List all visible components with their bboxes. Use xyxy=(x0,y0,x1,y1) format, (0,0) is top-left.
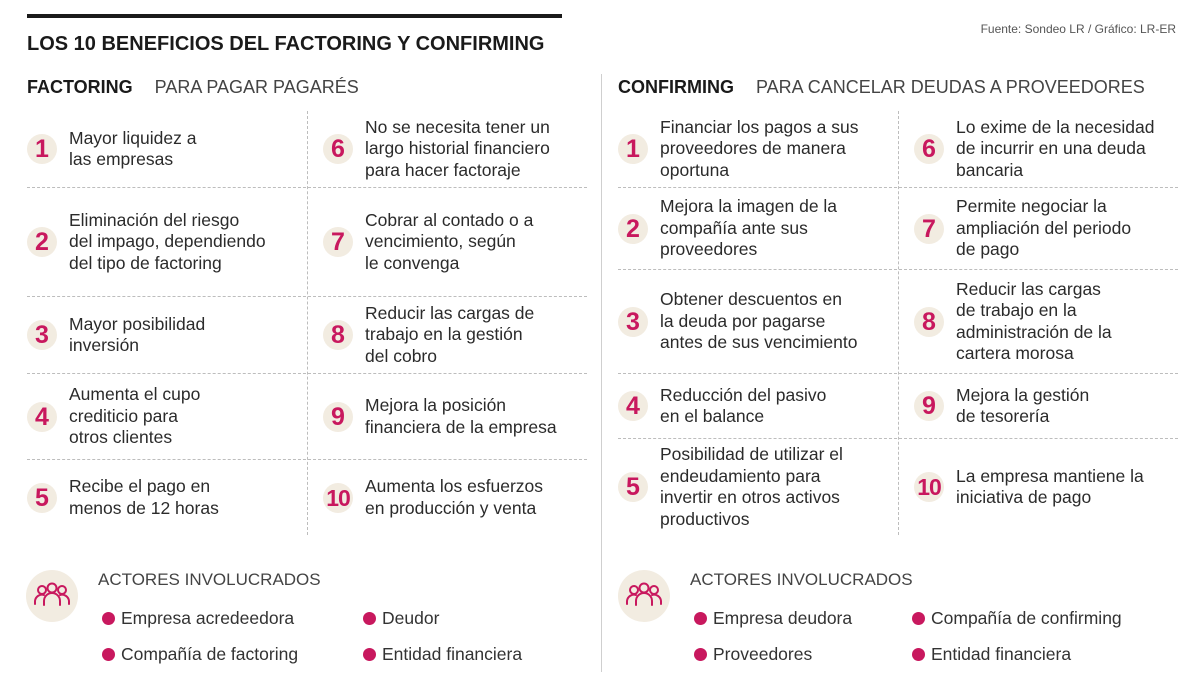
benefit-item xyxy=(618,111,858,187)
benefit-text-line: productivos xyxy=(660,508,750,529)
benefit-text-line: La empresa mantiene la xyxy=(956,465,1144,486)
factoring-title: FACTORING xyxy=(27,77,133,97)
benefit-number: 1 xyxy=(626,135,640,163)
bullet-dot xyxy=(363,648,376,661)
benefit-number: 1 xyxy=(35,135,49,163)
benefit-text-line: Posibilidad de utilizar el xyxy=(660,444,843,464)
benefit-number: 2 xyxy=(35,228,49,256)
confirming-title: CONFIRMING xyxy=(618,77,734,97)
benefit-item xyxy=(914,188,1131,269)
benefit-text-line: Mejora la posición xyxy=(365,395,507,415)
number-badge xyxy=(27,320,57,350)
benefit-item xyxy=(323,297,534,373)
benefit-text-line: compañía ante sus xyxy=(660,217,808,238)
benefit-text-line: iniciativa de pago xyxy=(956,487,1092,507)
bullet-dot xyxy=(912,648,925,661)
number-badge xyxy=(914,134,944,164)
benefit-text-line: largo historial financiero xyxy=(365,138,550,159)
benefit-text xyxy=(660,117,858,182)
factoring-actor: Compañía de factoring xyxy=(102,644,298,665)
benefit-number: 4 xyxy=(35,402,49,431)
benefit-text-line: de trabajo en la xyxy=(956,300,1077,320)
benefit-row xyxy=(618,270,1178,374)
benefit-item xyxy=(914,374,1089,438)
benefit-number: 3 xyxy=(626,307,640,336)
people-group-icon xyxy=(26,570,78,622)
benefit-text-line: Permite negociar la xyxy=(956,196,1107,217)
benefit-text xyxy=(365,117,550,182)
benefit-text-line: endeudamiento para xyxy=(660,465,821,486)
benefit-text xyxy=(69,314,205,357)
benefit-item xyxy=(27,297,205,373)
benefit-text-line: Mayor posibilidad xyxy=(69,313,206,334)
benefit-text-line: Financiar los pagos a sus xyxy=(660,116,859,137)
benefit-text xyxy=(69,384,200,449)
benefit-text xyxy=(69,210,266,275)
benefit-number: 5 xyxy=(626,473,640,501)
benefit-text-line: Aumenta los esfuerzos xyxy=(365,476,544,496)
benefit-number: 7 xyxy=(922,214,936,243)
number-badge xyxy=(323,227,353,257)
benefit-text-line: cartera morosa xyxy=(956,343,1074,363)
benefit-number: 6 xyxy=(331,135,345,163)
benefit-text xyxy=(956,279,1112,365)
benefit-text-line: crediticio para xyxy=(69,405,178,426)
bullet-dot xyxy=(694,612,707,625)
benefit-text-line: Mayor liquidez a xyxy=(69,127,197,148)
benefit-text-line: ampliación del periodo xyxy=(956,217,1132,238)
number-badge xyxy=(323,134,353,164)
benefit-text-line: para hacer factoraje xyxy=(365,159,521,180)
benefit-number: 2 xyxy=(626,214,640,243)
benefit-text xyxy=(660,444,843,530)
benefit-number: 8 xyxy=(331,321,345,349)
number-badge xyxy=(323,320,353,350)
benefit-text xyxy=(660,196,837,261)
number-badge xyxy=(618,134,648,164)
benefit-number: 9 xyxy=(331,402,345,431)
benefit-text xyxy=(956,117,1154,182)
benefit-text-line: bancaria xyxy=(956,159,1024,180)
benefit-item xyxy=(27,460,219,535)
benefit-text-line: menos de 12 horas xyxy=(69,497,219,518)
benefit-text-line: trabajo en la gestión xyxy=(365,324,523,345)
confirming-benefits-grid xyxy=(618,111,1178,535)
benefit-text-line: Mejora la imagen de la xyxy=(660,196,838,217)
benefit-text xyxy=(365,476,543,519)
number-badge xyxy=(618,472,648,502)
benefit-text-line: las empresas xyxy=(69,149,174,169)
confirming-subtitle: PARA CANCELAR DEUDAS A PROVEEDORES xyxy=(756,77,1145,97)
number-badge xyxy=(914,214,944,244)
number-badge xyxy=(914,307,944,337)
benefit-item xyxy=(618,270,857,373)
benefit-text-line: en el balance xyxy=(660,406,765,426)
top-rule xyxy=(27,14,562,18)
benefit-text-line: de tesorería xyxy=(956,406,1050,426)
benefit-text-line: administración de la xyxy=(956,321,1112,342)
bullet-dot xyxy=(363,612,376,625)
number-badge xyxy=(618,307,648,337)
benefit-row xyxy=(618,439,1178,535)
benefit-text xyxy=(956,196,1131,261)
benefit-text-line: Mejora la gestión xyxy=(956,384,1090,405)
factoring-actor: Empresa acredeedora xyxy=(102,608,294,629)
number-badge xyxy=(914,472,944,502)
benefit-number: 7 xyxy=(331,228,345,256)
benefit-text-line: proveedores de manera xyxy=(660,138,846,159)
benefit-item xyxy=(618,439,843,535)
benefit-text-line: Recibe el pago en xyxy=(69,476,211,496)
number-badge xyxy=(914,391,944,421)
benefit-text xyxy=(69,476,219,519)
benefit-row xyxy=(27,374,587,460)
benefit-text-line: del cobro xyxy=(365,345,437,366)
benefit-text-line: Reducir las cargas xyxy=(956,278,1101,299)
benefit-number: 10 xyxy=(326,484,350,511)
benefit-item xyxy=(27,188,266,296)
number-badge xyxy=(27,402,57,432)
benefit-text xyxy=(956,385,1089,428)
benefit-text-line: vencimiento, según xyxy=(365,231,516,252)
column-divider xyxy=(601,74,602,672)
benefit-item xyxy=(914,270,1112,373)
confirming-actor: Entidad financiera xyxy=(912,644,1071,665)
benefit-item xyxy=(914,439,1144,535)
benefit-text xyxy=(660,385,826,428)
benefit-text-line: oportuna xyxy=(660,159,730,180)
benefit-text-line: No se necesita tener un xyxy=(365,116,550,137)
benefit-text-line: inversión xyxy=(69,335,140,355)
benefit-item xyxy=(914,111,1154,187)
benefit-text xyxy=(365,395,557,438)
factoring-benefits-grid xyxy=(27,111,587,535)
benefit-number: 8 xyxy=(922,307,936,336)
benefit-number: 5 xyxy=(35,483,49,512)
number-badge xyxy=(323,402,353,432)
benefit-text-line: Cobrar al contado o a xyxy=(365,209,534,230)
number-badge xyxy=(27,134,57,164)
benefit-number: 10 xyxy=(917,474,941,500)
benefit-text-line: Reducir las cargas de xyxy=(365,302,535,323)
benefit-text-line: otros clientes xyxy=(69,427,173,448)
benefit-row xyxy=(27,297,587,374)
benefit-number: 6 xyxy=(922,135,936,163)
confirming-actors-title: ACTORES INVOLUCRADOS xyxy=(690,570,913,589)
benefit-item xyxy=(618,374,826,438)
benefit-text-line: de pago xyxy=(956,239,1020,260)
benefit-row xyxy=(618,188,1178,270)
benefit-text xyxy=(365,210,533,275)
benefit-text-line: Lo exime de la necesidad xyxy=(956,116,1155,137)
benefit-text-line: del impago, dependiendo xyxy=(69,231,266,252)
benefit-text-line: Aumenta el cupo xyxy=(69,384,201,405)
benefit-text-line: antes de sus vencimiento xyxy=(660,332,858,353)
factoring-subtitle: PARA PAGAR PAGARÉS xyxy=(154,77,359,97)
benefit-text-line: Reducción del pasivo xyxy=(660,384,827,405)
benefit-text xyxy=(365,303,534,368)
benefit-text-line: le convenga xyxy=(365,252,460,273)
number-badge xyxy=(27,227,57,257)
benefit-number: 9 xyxy=(922,392,936,420)
confirming-header xyxy=(618,77,1145,98)
number-badge xyxy=(618,214,648,244)
benefit-item xyxy=(323,188,533,296)
benefit-row xyxy=(27,188,587,297)
benefit-text-line: la deuda por pagarse xyxy=(660,310,826,331)
number-badge xyxy=(618,391,648,421)
benefit-text-line: Obtener descuentos en xyxy=(660,289,842,310)
benefit-number: 3 xyxy=(35,321,49,349)
benefit-text-line: invertir en otros activos xyxy=(660,487,840,507)
confirming-actor: Empresa deudora xyxy=(694,608,852,629)
bullet-dot xyxy=(102,612,115,625)
benefit-text-line: del tipo de factoring xyxy=(69,252,222,273)
benefit-item xyxy=(27,374,200,459)
benefit-row xyxy=(27,460,587,535)
bullet-dot xyxy=(102,648,115,661)
benefit-text-line: proveedores xyxy=(660,239,758,260)
benefit-item xyxy=(27,111,196,187)
benefit-item xyxy=(323,111,550,187)
source-credit: Fuente: Sondeo LR / Gráfico: LR-ER xyxy=(980,22,1176,36)
benefit-text xyxy=(956,466,1144,509)
factoring-actor: Entidad financiera xyxy=(363,644,522,665)
benefit-item xyxy=(323,374,557,459)
benefit-text xyxy=(69,128,196,171)
bullet-dot xyxy=(694,648,707,661)
benefit-text-line: de incurrir en una deuda xyxy=(956,138,1146,159)
benefit-row xyxy=(618,111,1178,188)
benefit-item xyxy=(618,188,837,269)
page-title: LOS 10 BENEFICIOS DEL FACTORING Y CONFIRMING xyxy=(27,33,545,55)
benefit-row xyxy=(618,374,1178,439)
benefit-text xyxy=(660,289,857,354)
bullet-dot xyxy=(912,612,925,625)
benefit-text-line: en producción y venta xyxy=(365,497,537,518)
number-badge xyxy=(27,483,57,513)
benefit-text-line: financiera de la empresa xyxy=(365,416,557,437)
confirming-actor: Proveedores xyxy=(694,644,812,665)
people-group-icon xyxy=(618,570,670,622)
factoring-actors-title: ACTORES INVOLUCRADOS xyxy=(98,570,321,589)
factoring-actor: Deudor xyxy=(363,608,439,629)
confirming-actor: Compañía de confirming xyxy=(912,608,1122,629)
factoring-header xyxy=(27,77,359,98)
benefit-text-line: Eliminación del riesgo xyxy=(69,209,240,230)
number-badge xyxy=(323,483,353,513)
benefit-row xyxy=(27,111,587,188)
benefit-number: 4 xyxy=(626,392,640,420)
benefit-item xyxy=(323,460,543,535)
